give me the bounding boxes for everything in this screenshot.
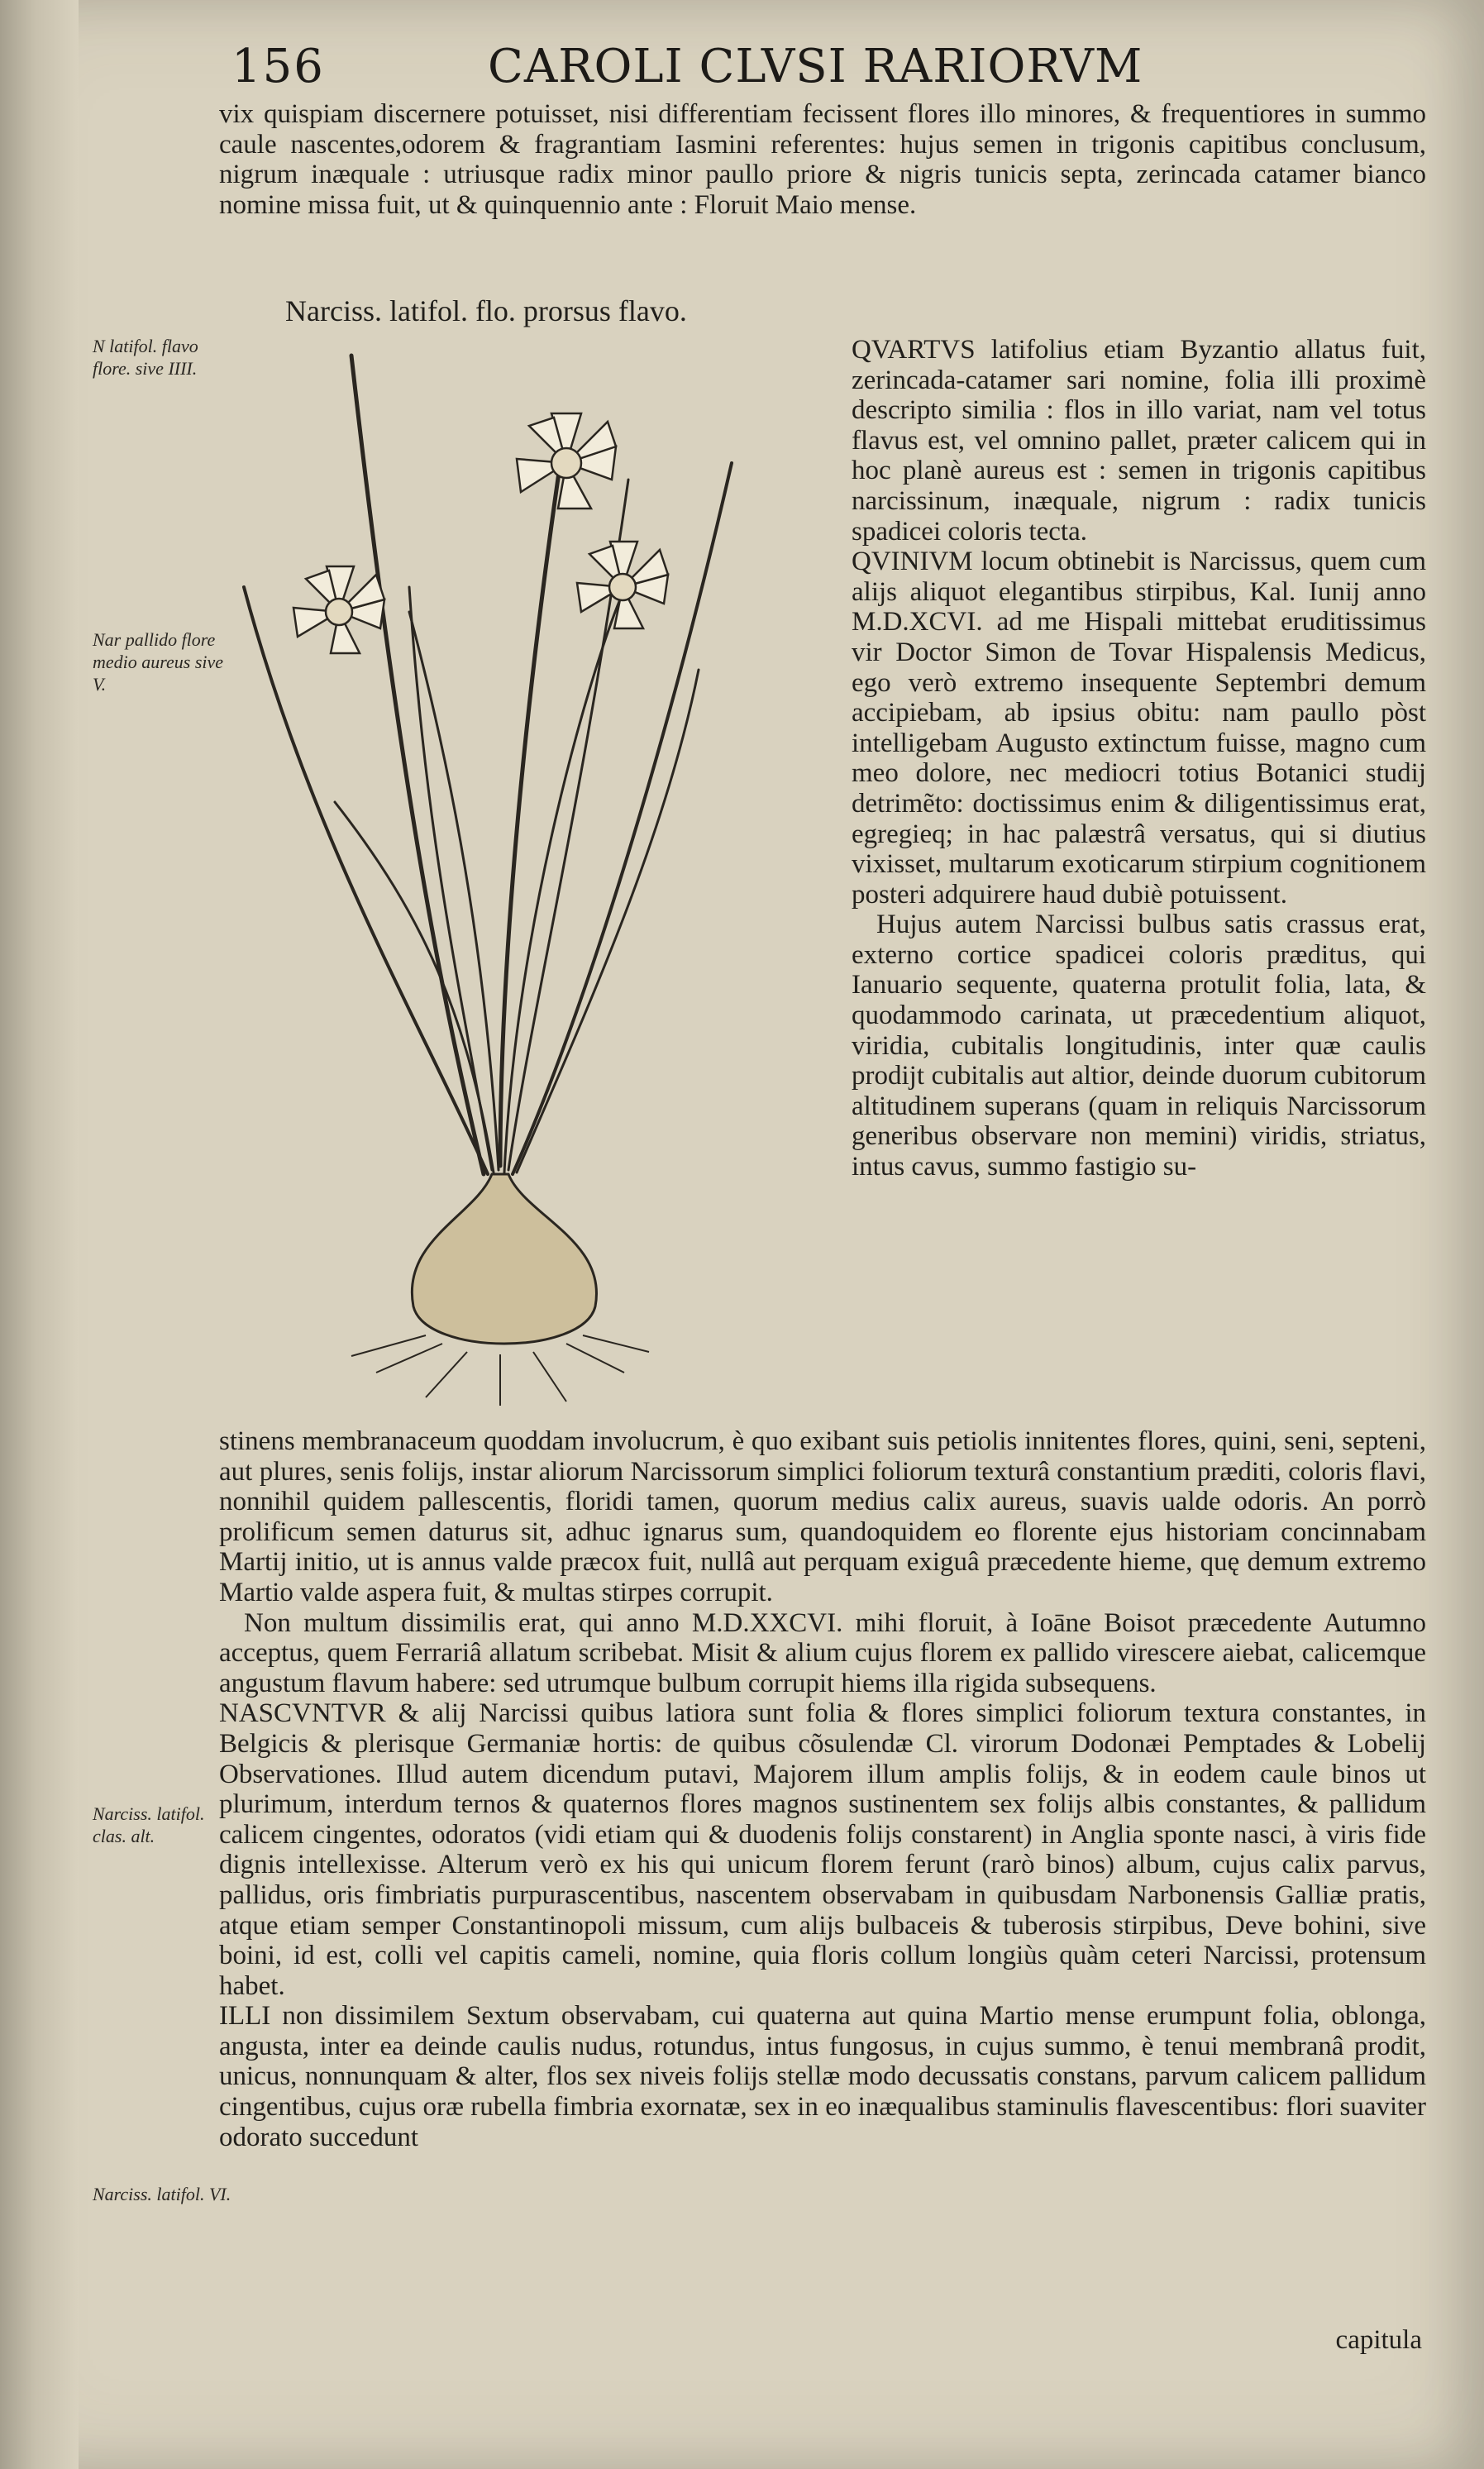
running-title: CAROLI CLVSI RARIORVM xyxy=(488,40,1143,93)
page-number: 156 xyxy=(231,40,325,93)
paragraph-non-multum: Non multum dissimilis erat, qui anno M.D.XXCVI. mihi floruit, à Ioāne Boisot præcedente Autumno acceptus, quem Ferrariâ allatum scribebat. Misit & alium cujus florem ex pallido virescere aiebat, calicemque angustum flavum habere: sed utrumque bulbum corrupit hiems illa rigida subsequens. xyxy=(219,1607,1426,1698)
catchword: capitula xyxy=(1335,2325,1422,2355)
narcissus-woodcut-illustration xyxy=(236,339,773,1414)
illustration-caption: Narciss. latifol. flo. prorsus flavo. xyxy=(285,294,687,327)
margin-note-4: Narciss. latifol. VI. xyxy=(93,2184,231,2204)
top-paragraph: vix quispiam discernere potuisset, nisi differentiam fecissent flores illo minores, & frequentiores in summo caule nascentes,odorem & fragrantiam Iasmini referentes: hujus semen in trigonis capitibus conclusum, nigrum inæquale : utriusque radix minor paullo priore & nigris tunicis septa, zerincada catamer bianco nomine missa fuit, ut & quinquennio ante : Floruit Maio mense. xyxy=(219,99,1426,220)
margin-note-1: N latifol. flavo flore. sive IIII. xyxy=(93,336,198,379)
right-column-text xyxy=(852,335,1426,1182)
running-header xyxy=(231,40,1414,106)
page-gutter-shadow xyxy=(0,0,79,2469)
paragraph-illi: ILLI non dissimilem Sextum observabam, cui quaterna aut quina Martio mense erumpunt folia, oblonga, angusta, inter ea deinde caulis nudus, rotundus, intus fungosus, in cujus summo, è tenui membranâ prodit, unicus, nonnunquam & alter, flos sex niveis folijs stellæ modo decussatis constans, parvum calicem pallidum cingentibus, cujus oræ rubella fimbria exornatæ, sex in eo inæqualibus staminulis flavescentibus: flori suaviter odorato succedunt xyxy=(219,2001,1426,2152)
paragraph-nascuntur: NASCVNTVR & alij Narcissi quibus latiora sunt folia & flores simplici foliorum textura constantes, in Belgicis & plerisque Germaniæ hortis: de quibus cõsulendæ Cl. virorum Dodonæi Pemptades & Lobelij Observationes. Illud autem dicendum putavi, Majorem illum amplis folijs, & in eodem caule binos ut plurimum, interdum ternos & quaternos flores magnos sustinentem sex folijs albis constantes, & pallidum calicem cingentes, odoratos (vidi etiam qui & duodenis folijs constarent) in Anglia sponte nasci, à viris fide dignis intellexisse. Alterum verò ex his qui unicum florem ferunt (rarò binos) album, cujus calix parvus, pallidus, oris fimbriatis purpurascentibus, nascentem observabam in quibusdam Narbonensis Galliæ pratis, atque etiam semper Constantinopoli missum, cum alijs bulbaceis & tuberosis stirpibus, Deve bohini, sive boini, id est, colli vel capitis cameli, nomine, quia floris collum longiùs quàm ceteri Narcissi, protensum habet. xyxy=(219,1698,1426,2001)
margin-note-3: Narciss. latifol. clas. alt. xyxy=(93,1803,205,1846)
paragraph-quartus: QVARTVS latifolius etiam Byzantio allatus fuit, zerincada-catamer sari nomine, folia illi proximè descripto similia : flos in illo variat, nam vel totus flavus est, vel omnino pallet, præter calicem qui in hoc planè aureus est : semen in trigonis capitibus narcissinum, inæquale, nigrum : radix tunicis spadicei coloris tecta. xyxy=(852,335,1426,547)
paragraph-stinens: stinens membranaceum quoddam involucrum, è quo exibant suis petiolis innitentes flores, quini, seni, septeni, aut plures, senis folijs, instar aliorum Narcissorum simplici foliorum texturâ constantium præditi, coloris flavi, nonnihil quidem pallescentis, floridi tamen, quorum medius calix aureus, suavis ualde odoris. An porrò prolificum semen daturus sit, adhuc ignarus sum, quandoquidem eo florente ejus historiam concinnabam Martij initio, ut is annus valde præcox fuit, nullâ aut perquam exiguâ præcedente hieme, quę demum extremo Martio valde aspera fuit, & multas stirpes corrupit. xyxy=(219,1426,1426,1607)
full-width-text xyxy=(219,1426,1426,2152)
paragraph-quinium: QVINIVM locum obtinebit is Narcissus, quem cum alijs aliquot elegantibus stirpibus, Kal. Iunij anno M.D.XCVI. ad me Hispali mittebat eruditissimus vir Doctor Simon de Tovar Hispalensis Medicus, ego verò extremo insequente Septembri demum accipiebam, ab ipsius obitu: nam paullo pòst intelligebam Augusto extinctum fuisse, magno cum meo dolore, nec mediocri totius Botanici studij detrimẽto: doctissimus enim & diligentissimus erat, egregieq; in hac palæstrâ versatus, qui si diutius vixisset, multarum exoticarum stirpium cognitionem posteri adquirere haud dubiè potuissent. xyxy=(852,547,1426,910)
margin-note-2: Nar pallido flore medio aureus sive V. xyxy=(93,629,224,695)
paragraph-hujus: Hujus autem Narcissi bulbus satis crassus erat, externo cortice spadicei coloris præditus, qui Ianuario sequente, quaterna protulit folia, lata, & quodammodo carinata, ut præcedentium aliquot, viridia, cubitalis longitudinis, inter quæ caulis prodijt cubitalis aut altior, deinde duorum cubitorum altitudinem superans (quam in reliquis Narcissorum generibus observare non memini) viridis, striatus, intus cavus, summo fastigio su- xyxy=(852,910,1426,1182)
